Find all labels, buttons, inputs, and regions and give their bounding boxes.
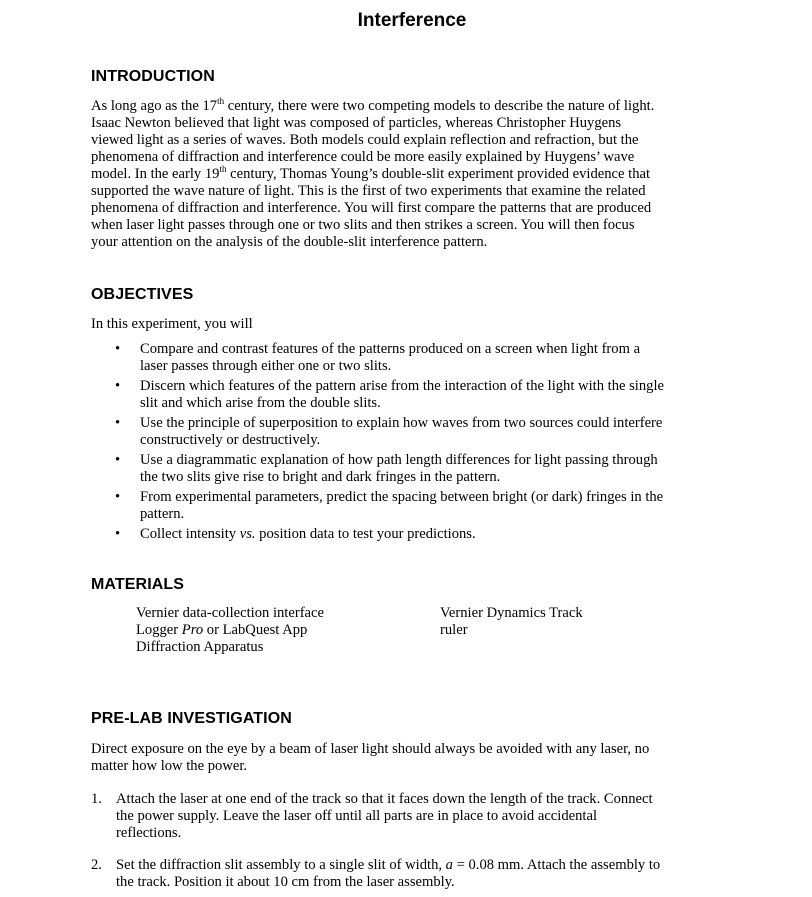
intro-line: your attention on the analysis of the double-slit interference pattern. (91, 234, 488, 250)
material-item: ruler (440, 622, 468, 638)
intro-line: supported the wave nature of light. This is the first of two experiments that examine the related (91, 183, 646, 199)
objective-item: • Collect intensity vs. position data to test your predictions. (115, 526, 476, 542)
materials-column-right (440, 605, 583, 639)
intro-line: phenomena of diffraction and interference could be more easily explained by Huygens’ wave (91, 149, 635, 165)
objective-item: • From experimental parameters, predict the spacing between bright (or dark) fringes in the pattern. (115, 489, 664, 522)
objective-item: • Use a diagrammatic explanation of how path length differences for light passing through the two slits give rise to bright and dark fringes in the pattern. (115, 452, 658, 485)
objectives-intro: In this experiment, you will (91, 316, 253, 332)
material-item: Diffraction Apparatus (136, 639, 264, 655)
intro-line: Isaac Newton believed that light was composed of particles, whereas Christopher Huygens (91, 115, 622, 131)
bullet-icon: • (115, 378, 121, 394)
objectives-heading: OBJECTIVES (91, 286, 194, 303)
bullet-icon: • (115, 452, 121, 468)
material-item: Vernier Dynamics Track (440, 605, 583, 621)
step-number: 1. (91, 791, 102, 807)
objective-item: • Compare and contrast features of the patterns produced on a screen when light from a laser passes through either one or two slits. (115, 341, 641, 374)
intro-line: model. In the early 19th century, Thomas Young’s double-slit experiment provided evidence that (91, 164, 651, 182)
introduction-paragraph (91, 98, 741, 251)
page-title: Interference (357, 10, 467, 31)
objective-item: • Use the principle of superposition to explain how waves from two sources could interfere constructively or destructively. (115, 415, 663, 448)
prelab-warning: Direct exposure on the eye by a beam of laser light should always be avoided with any laser, no matter how low the power. (91, 741, 650, 774)
step-number: 2. (91, 857, 102, 873)
materials-heading: MATERIALS (91, 576, 185, 593)
bullet-icon: • (115, 489, 121, 505)
bullet-icon: • (115, 415, 121, 431)
intro-line: phenomena of diffraction and interference. You will first compare the patterns that are produced (91, 200, 652, 216)
step-text: Set the diffraction slit assembly to a single slit of width, a = 0.08 mm. Attach the assembly to the track. Position it about 10 cm from the laser assembly. (116, 857, 661, 890)
step-text: Attach the laser at one end of the track so that it faces down the length of the track. Connect the power supply. Leave the laser off until all parts are in place to avoid accidental reflections. (116, 791, 653, 841)
intro-line: viewed light as a series of waves. Both models could explain reflection and refraction, but the (91, 132, 639, 148)
objectives-list (113, 341, 753, 546)
material-item: Vernier data-collection interface (136, 605, 324, 621)
intro-line: when laser light passes through one or two slits and then strikes a screen. You will then focus (91, 217, 635, 233)
material-item: Logger Pro or LabQuest App (136, 622, 308, 638)
bullet-icon: • (115, 341, 121, 357)
bullet-icon: • (115, 526, 121, 542)
introduction-heading: INTRODUCTION (91, 68, 215, 85)
materials-column-left (136, 605, 324, 656)
prelab-heading: PRE-LAB INVESTIGATION (91, 710, 292, 727)
objective-item: • Discern which features of the pattern arise from the interaction of the light with the single slit and which arise from the double slits. (115, 378, 664, 411)
intro-line: As long ago as the 17th century, there were two competing models to describe the nature of light. (91, 96, 655, 114)
